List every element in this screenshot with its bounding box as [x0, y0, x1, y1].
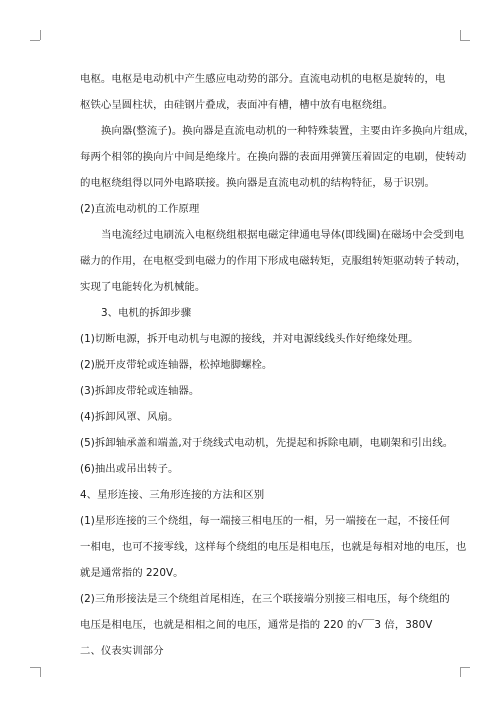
text-line: 换向器(整流子)。换向器是直流电动机的一种特殊装置，主要由许多换向片组成， — [101, 125, 475, 137]
section-heading: 3、电机的拆卸步骤 — [101, 307, 192, 319]
crop-mark-top-left-h — [30, 40, 40, 41]
list-item: (4)拆卸风罩、风扇。 — [80, 411, 179, 423]
text-line: 实现了电能转化为机械能。 — [80, 281, 206, 293]
crop-mark-top-right-v — [460, 30, 461, 40]
text-line: 磁力的作用，在电枢受到电磁力的作用下形成电磁转矩，克服组转矩驱动转子转动， — [80, 255, 467, 267]
text-line: 的电枢绕组得以同外电路联接。换向器是直流电动机的结构特征，易于识别。 — [80, 177, 435, 189]
list-item: (6)抽出或吊出转子。 — [80, 463, 179, 475]
list-item: (2)脱开皮带轮或连轴器，松掉地脚螺栓。 — [80, 359, 273, 371]
crop-mark-bottom-right-v — [460, 667, 461, 677]
list-item: (5)拆卸轴承盖和端盖,对于绕线式电动机，先提起和拆除电刷，电刷架和引出线。 — [80, 437, 454, 449]
text-line: (2)三角形接法是三个绕组首尾相连，在三个联接端分别接三相电压，每个绕组的 — [80, 593, 450, 605]
text-line: 当电流经过电刷流入电枢绕组根据电磁定律通电导体(即线圈)在磁场中会受到电 — [101, 229, 465, 241]
text-line: 每两个相邻的换向片中间是绝缘片。在换向器的表面用弹簧压着固定的电刷，使转动 — [80, 151, 467, 163]
list-item: (3)拆卸皮带轮或连轴器。 — [80, 385, 200, 397]
text-line: 电压是相电压，也就是相相之间的电压，通常是指的 220 的√￣3 倍，380V — [80, 619, 433, 631]
crop-mark-top-left-v — [40, 30, 41, 40]
document-body — [80, 66, 475, 664]
section-heading: 4、星形连接、三角形连接的方法和区别 — [80, 489, 265, 501]
crop-mark-top-right-h — [460, 40, 470, 41]
section-heading: 二、仪表实训部分 — [80, 645, 164, 657]
text-line: 枢铁心呈圆柱状，由硅钢片叠成，表面冲有槽，槽中放有电枢绕组。 — [80, 99, 394, 111]
text-line: 就是通常指的 220V。 — [80, 567, 184, 579]
list-item: (1)切断电源，拆开电动机与电源的接线，并对电源线线头作好绝缘处理。 — [80, 333, 419, 345]
crop-mark-bottom-left-h — [30, 667, 40, 668]
text-line: (1)星形连接的三个绕组，每一端接三相电压的一相，另一端接在一起，不接任何 — [80, 515, 450, 527]
crop-mark-bottom-left-v — [40, 667, 41, 677]
section-heading: (2)直流电动机的工作原理 — [80, 203, 200, 215]
text-line: 电枢。电枢是电动机中产生感应电动势的部分。直流电动机的电枢是旋转的，电 — [80, 73, 446, 85]
text-line: 一相电，也可不接零线，这样每个绕组的电压是相电压，也就是每相对地的电压，也 — [80, 541, 467, 553]
crop-mark-bottom-right-h — [460, 667, 470, 668]
